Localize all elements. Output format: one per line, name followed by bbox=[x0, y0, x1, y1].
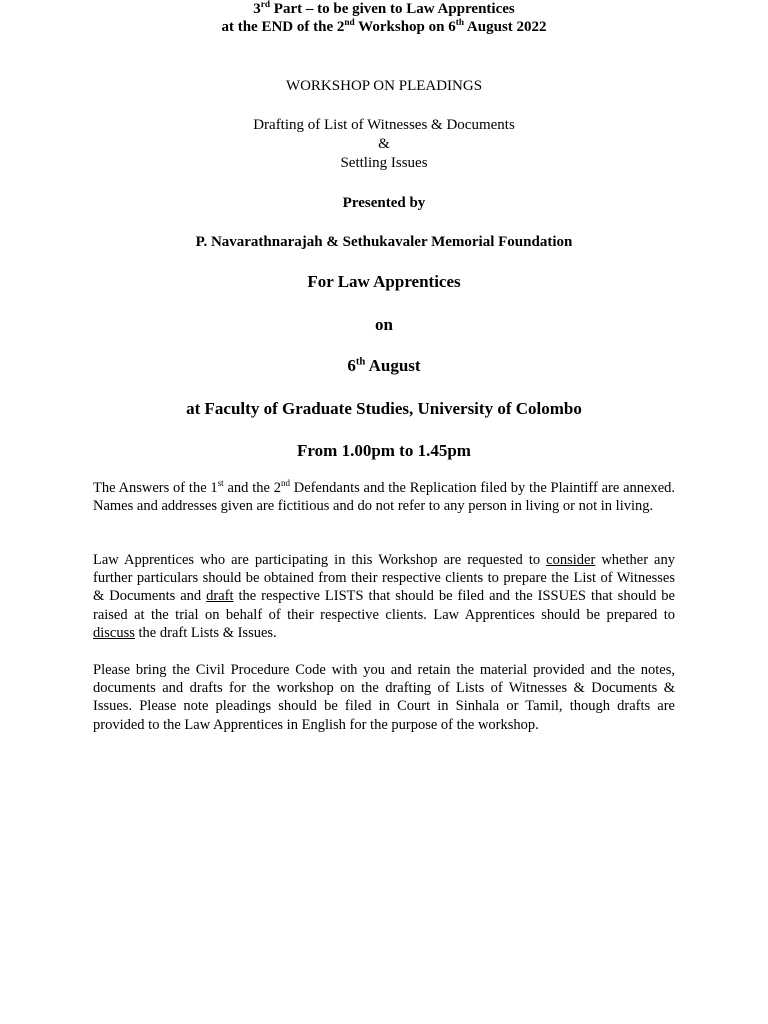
header-line-1-text: Part – to be given to Law Apprentices bbox=[270, 1, 515, 17]
drafting-subtitle: Drafting of List of Witnesses & Documents bbox=[253, 117, 515, 133]
date-line bbox=[0, 356, 768, 376]
para1-sup-1: st bbox=[217, 478, 224, 489]
header-ordinal-num: 3 bbox=[253, 1, 261, 17]
header-line-2-suffix: August 2022 bbox=[464, 19, 547, 35]
date-day: 6 bbox=[347, 356, 356, 375]
header-line-2 bbox=[0, 18, 768, 36]
para2-text-1: Law Apprentices who are participating in this Workshop are requested to bbox=[93, 552, 547, 568]
date-month: August bbox=[365, 356, 421, 375]
para1-sup-2: nd bbox=[280, 478, 290, 489]
para2-underlined-draft: draft bbox=[206, 588, 234, 605]
header-line-2-day-suffix: th bbox=[455, 18, 464, 28]
body-paragraph-2 bbox=[93, 551, 675, 642]
header-line-1 bbox=[0, 0, 768, 18]
on-line: on bbox=[375, 315, 393, 334]
para2-text-2: whether any further particulars should be obtained from their respective clients to prepare the List of Witnesses & Documents and bbox=[93, 552, 675, 605]
time-line: From 1.00pm to 1.45pm bbox=[297, 441, 471, 460]
settling-issues-subtitle: Settling Issues bbox=[340, 155, 428, 171]
foundation-name: P. Navarathnarajah & Sethukavaler Memorial Foundation bbox=[195, 234, 573, 250]
para1-text-3: Defendants and the Replication filed by the Plaintiff are annexed. Names and addresses given are fictitious and do not refer to any person in living or not in living. bbox=[93, 480, 676, 515]
presented-by-label: Presented by bbox=[342, 195, 426, 211]
para1-text-1: The Answers of the 1 bbox=[93, 480, 218, 496]
body-paragraph-3: Please bring the Civil Procedure Code with you and retain the material provided and the notes, documents and drafts for the workshop on the drafting of Lists of Witnesses & Documents & Issues. Please note pleadings should be filed in Court in Sinhala or Tamil, though drafts are provided to the Law Apprentices in English for the purpose of the workshop. bbox=[93, 662, 675, 733]
header-line-2-ordinal-suffix: nd bbox=[344, 18, 355, 28]
workshop-title: WORKSHOP ON PLEADINGS bbox=[285, 78, 483, 94]
para1-text-2: and the 2 bbox=[223, 480, 281, 496]
date-day-suffix: th bbox=[355, 356, 366, 368]
ampersand-line: & bbox=[378, 136, 390, 152]
audience-line: For Law Apprentices bbox=[307, 272, 461, 291]
header-ordinal-suffix: rd bbox=[260, 0, 271, 10]
header-line-2-prefix: at the END of the 2 bbox=[221, 19, 345, 35]
para2-text-3: the respective LISTS that should be filed and the ISSUES that should be raised at the trial on behalf of their respective clients. Law Apprentices should be prepared to bbox=[93, 588, 675, 623]
para2-underlined-discuss: discuss bbox=[93, 624, 135, 641]
para2-underlined-consider: consider bbox=[546, 552, 596, 568]
header-line-2-middle: Workshop on 6 bbox=[354, 19, 456, 35]
para2-text-4: the draft Lists & Issues. bbox=[134, 624, 277, 641]
body-paragraph-1 bbox=[93, 479, 675, 515]
venue-line: at Faculty of Graduate Studies, University of Colombo bbox=[186, 399, 582, 418]
